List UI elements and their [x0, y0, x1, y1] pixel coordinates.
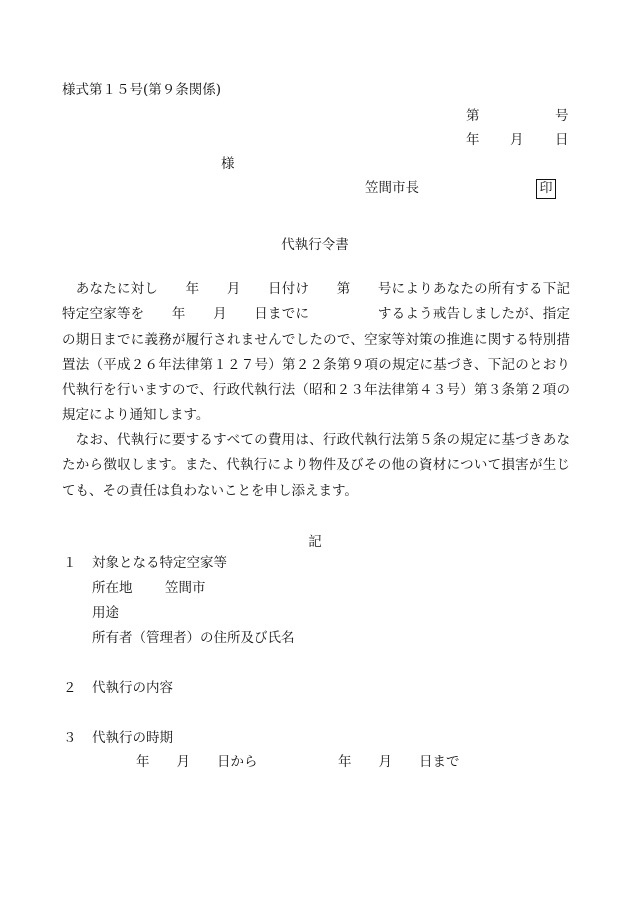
- document-title: 代執行令書: [281, 237, 349, 253]
- date-year: 年: [466, 132, 480, 148]
- form-number: 様式第１５号(第９条関係): [62, 82, 222, 98]
- section1-number: １: [63, 555, 77, 571]
- doc-number-prefix: 第: [466, 108, 480, 124]
- seal-box: 印: [536, 179, 556, 199]
- owner-label: 所有者（管理者）の住所及び氏名: [92, 630, 295, 646]
- section3-heading: 代執行の時期: [92, 730, 173, 746]
- date-day: 日: [555, 132, 569, 148]
- period-to: 年 月 日まで: [338, 754, 460, 770]
- ki-heading: 記: [308, 534, 322, 550]
- body-paragraph-1: あなたに対し 年 月 日付け 第 号によりあなたの所有する下記特定空家等を 年 月 日までに するよう戒告しましたが、指定の期日までに義務が履行されませんでしたので、空家等対策の推進に関する特別措置法（平成２６年法律第１２７号）第２２条第９項の規定に基づき、下記のとおり代執行を行いますので、行政代執行法（昭和２３年法律第４３号）第３条第２項の規定により通知します。: [62, 281, 570, 424]
- location-label: 所在地: [92, 580, 133, 596]
- section1-heading: 対象となる特定空家等: [92, 555, 227, 571]
- use-label: 用途: [92, 605, 119, 621]
- section2-heading: 代執行の内容: [92, 680, 173, 696]
- issuer: 笠間市長: [365, 180, 419, 196]
- location-value: 笠間市: [165, 580, 206, 596]
- section2-number: ２: [63, 680, 77, 696]
- section3-number: ３: [63, 730, 77, 746]
- date-month: 月: [510, 132, 524, 148]
- addressee-suffix: 様: [221, 156, 235, 172]
- body-paragraph-2: なお、代執行に要するすべての費用は、行政代執行法第５条の規定に基づきあなたから徴収します。また、代執行により物件及びその他の資材について損害が生じても、その責任は負わないことを申し添えます。: [62, 432, 570, 499]
- doc-number-suffix: 号: [555, 108, 569, 124]
- period-from: 年 月 日から: [136, 754, 258, 770]
